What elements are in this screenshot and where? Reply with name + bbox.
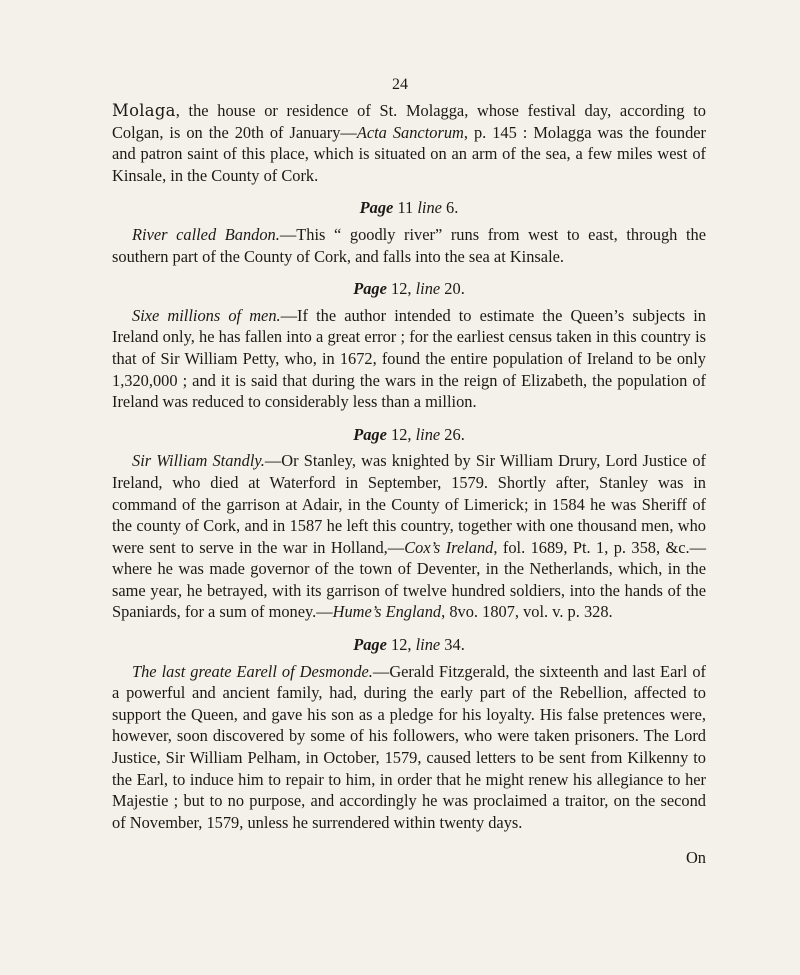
note-paragraph-2	[112, 305, 706, 413]
note-paragraph-1	[112, 224, 706, 267]
intro-paragraph	[112, 100, 706, 186]
note-body: —This “ goodly river” runs from west to east, through the southern part of the County of Cork, and falls into the sea at Kinsale.	[112, 224, 706, 266]
note-paragraph-3	[112, 450, 706, 623]
gaelic-word: Molaga	[112, 101, 176, 120]
note-body: —If the author intended to estimate the Queen’s subjects in Ireland only, he has fallen into a great error ; for the earliest census taken in this country is that of Sir William Petty, who, in 1672, found the entire population of Ireland to be only 1,320,000 ; and it is said that during the wars in the reign of Elizabeth, the population of Ireland was reduced to considerably less than a million.	[112, 305, 706, 412]
note-body: , 8vo. 1807, vol. v. p. 328.	[441, 602, 613, 622]
intro-text-after: , p. 145 : Molagga was the founder and patron saint of this place, which is situated on an arm of the sea, a few miles west of Kinsale, in the County of Cork.	[112, 122, 707, 185]
note-lead: Sixe millions of men.	[132, 305, 281, 325]
catchword: On	[685, 848, 706, 867]
note-lead: The last greate Earell of Desmonde.	[132, 661, 373, 681]
note-lead: River called Bandon.	[132, 224, 280, 244]
note-heading-3: Page 12, line 26.	[353, 424, 465, 444]
intro-italic: Acta Sanctorum	[356, 122, 464, 142]
note-heading-4: Page 12, line 34.	[353, 635, 465, 655]
citation-italic: Cox’s Ireland	[404, 537, 494, 557]
note-body: —Gerald Fitzgerald, the sixteenth and last Earl of a powerful and ancient family, had, during the early part of the Rebellion, affected to support the Queen, and gave his son as a pledge for his loyalty. His false pretences were, however, soon discovered by some of his followers, who were taken prisoners. The Lord Justice, Sir William Pelham, in October, 1579, caused letters to be sent from Kilkenny to the Earl, to induce him to repair to him, in order that he might renew his allegiance to her Majestie ; but to no purpose, and accordingly he was proclaimed a traitor, on the second of November, 1579, unless he surrendered within twenty days.	[112, 661, 707, 832]
note-lead: Sir William Standly.	[132, 451, 265, 471]
intro-text: , the house or residence of St. Molagga, whose festival day, according to Colgan, is on the 20th of January—	[112, 101, 706, 142]
citation-italic: Hume’s England	[332, 602, 442, 622]
note-body: —Or Stanley, was knighted by Sir William Drury, Lord Justice of Ireland, who died at Waterford in September, 1579. Shortly after, Stanley was in command of the garrison at Adair, in the County of Limerick; in 1584 he was Sheriff of the county of Cork, and in 1587 he left this country, together with one thousand men, who were sent to serve in the war in Holland,—	[112, 451, 706, 557]
note-heading-2: Page 12, line 20.	[353, 279, 465, 299]
note-body: , fol. 1689, Pt. 1, p. 358, &c.—where he was made governor of the town of Deventer, in the Netherlands, which, in the same year, he betrayed, with its garrison of twelve hundred soldiers, into the hands of the Spaniards, for a sum of money.—	[112, 537, 706, 622]
page-number: 24	[392, 76, 408, 93]
page-body	[112, 100, 706, 833]
note-paragraph-4	[112, 661, 706, 834]
note-heading-1: Page 11 line 6.	[359, 198, 459, 218]
